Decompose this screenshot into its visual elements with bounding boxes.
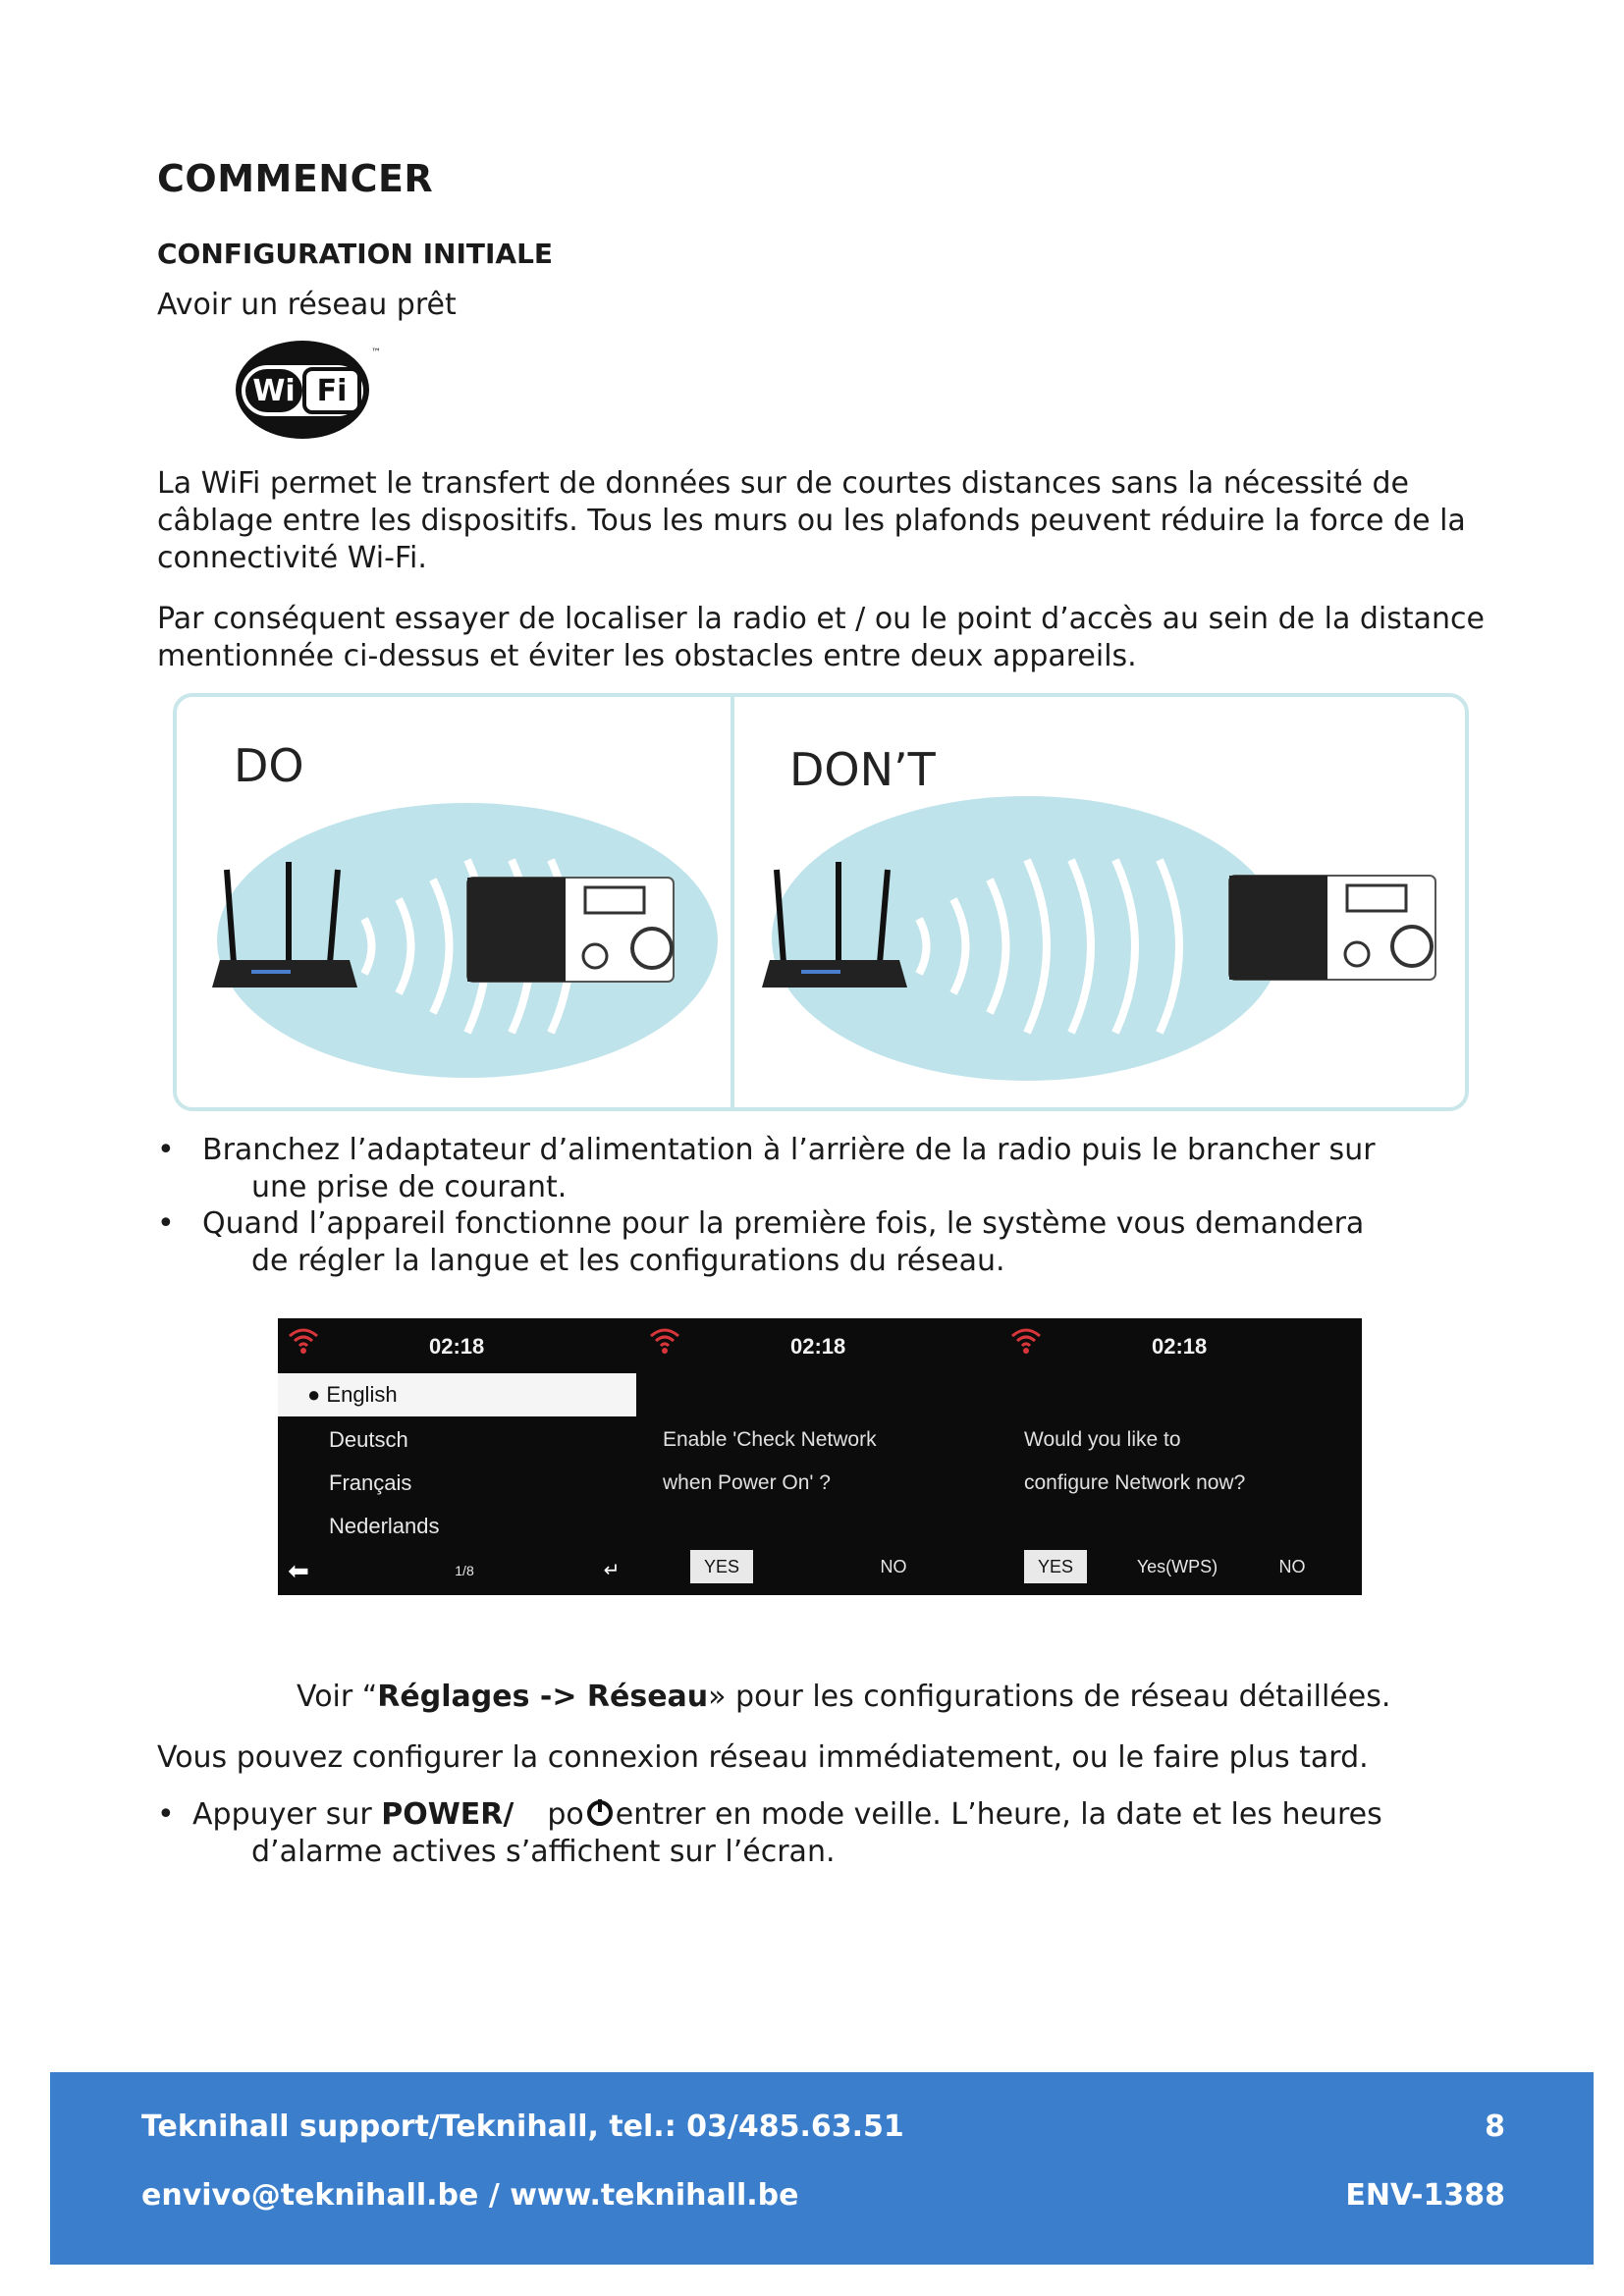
bullet-dot: • <box>157 1206 175 1241</box>
language-label: English <box>326 1382 398 1407</box>
radio-icon-do <box>467 878 674 982</box>
enter-icon[interactable]: ↵ <box>603 1560 621 1581</box>
wifi-logo-fi: Fi <box>316 374 348 408</box>
clock-time: 02:18 <box>429 1334 485 1359</box>
yes-button[interactable]: YES <box>1024 1550 1087 1583</box>
left-arrow-icon[interactable]: ⬅ <box>288 1556 309 1585</box>
screen-message-line1: Would you like to <box>1024 1428 1181 1451</box>
clock-time: 02:18 <box>1152 1334 1208 1359</box>
subsection-title: CONFIGURATION INITIALE <box>157 238 554 270</box>
dont-label: DON’T <box>789 743 936 796</box>
screen-message-line1: Enable 'Check Network <box>663 1428 877 1451</box>
wifi-signal-icon <box>1010 1326 1042 1356</box>
radio-dot-icon: ● <box>307 1382 327 1407</box>
yes-wps-button[interactable]: Yes(WPS) <box>1136 1557 1218 1576</box>
screen-configure-network <box>1001 1318 1362 1595</box>
bullet-item-power <box>157 1796 1434 1871</box>
bullet-power-line2: d’alarme actives s’affichent sur l’écran. <box>251 1835 836 1869</box>
footer-contact[interactable]: envivo@teknihall.be / www.teknihall.be <box>141 2178 799 2213</box>
footer-page-number: 8 <box>1485 2109 1505 2144</box>
paragraph-configure-later: Vous pouvez configurer la connexion réseau immédiatement, ou le faire plus tard. <box>157 1740 1369 1775</box>
wifi-logo-wi: Wi <box>252 374 296 408</box>
bullet-line1: Quand l’appareil fonctionne pour la première fois, le système vous demandera <box>202 1206 1365 1241</box>
language-option[interactable]: Deutsch <box>329 1427 408 1452</box>
language-option-selected[interactable] <box>278 1373 636 1416</box>
do-dont-illustration <box>173 693 1469 1111</box>
power-post: entrer en mode veille. L’heure, la date et les heures <box>615 1797 1382 1832</box>
language-option[interactable]: Nederlands <box>329 1514 440 1538</box>
paragraph-placement: Par conséquent essayer de localiser la radio et / ou le point d’accès au sein de la distance mentionnée ci-dessus et éviter les obstacles entre deux appareils. <box>157 602 1485 673</box>
footer-model: ENV-1388 <box>1345 2178 1505 2213</box>
page-indicator: 1/8 <box>455 1563 474 1578</box>
no-button[interactable]: NO <box>1278 1557 1306 1576</box>
screen-message-line2: configure Network now? <box>1024 1471 1246 1494</box>
language-option[interactable]: Français <box>329 1470 412 1495</box>
no-button[interactable]: NO <box>880 1557 907 1576</box>
footer-bar <box>50 2072 1594 2265</box>
device-screens-strip <box>278 1318 1362 1595</box>
paragraph-wifi-info: La WiFi permet le transfert de données sur de courtes distances sans la nécessité de câblage entre les dispositifs. Tous les murs ou les plafonds peuvent réduire la force de la connectivité Wi-Fi. <box>157 466 1466 575</box>
power-mid: po <box>547 1797 584 1832</box>
bullet-line2: de régler la langue et les configurations du réseau. <box>251 1244 1005 1278</box>
wifi-logo-tm: ™ <box>371 347 381 358</box>
note-suffix: » pour les configurations de réseau détaillées. <box>708 1680 1391 1714</box>
bullet-dot: • <box>157 1133 175 1167</box>
footer-support: Teknihall support/Teknihall, tel.: 03/485.63.51 <box>141 2109 904 2144</box>
bullet-item <box>157 1132 1434 1206</box>
wifi-signal-icon <box>649 1326 680 1356</box>
section-title: COMMENCER <box>157 157 434 200</box>
clock-time: 02:18 <box>790 1334 846 1359</box>
screen-check-network <box>639 1318 1001 1595</box>
wifi-logo <box>232 336 379 444</box>
see-settings-note <box>297 1679 1475 1716</box>
bullet-item <box>157 1205 1434 1280</box>
power-icon <box>584 1796 616 1828</box>
bullet-line1: Branchez l’adaptateur d’alimentation à l’arrière de la radio puis le brancher sur <box>202 1133 1376 1167</box>
note-prefix: Voir “ <box>297 1680 378 1714</box>
do-label: DO <box>234 739 304 792</box>
power-bold: POWER/ <box>381 1797 514 1832</box>
bullet-line2: une prise de courant. <box>251 1170 568 1204</box>
intro-text: Avoir un réseau prêt <box>157 288 457 322</box>
wifi-signal-icon <box>288 1326 319 1356</box>
yes-button[interactable]: YES <box>690 1550 753 1583</box>
bullet-dot: • <box>157 1797 175 1832</box>
screen-language <box>278 1318 639 1595</box>
power-pre: Appuyer sur <box>192 1797 382 1832</box>
bullet-power-line1 <box>192 1796 1430 1834</box>
screen-message-line2: when Power On' ? <box>663 1471 831 1494</box>
note-bold: Réglages -> Réseau <box>377 1680 709 1714</box>
radio-icon-dont <box>1229 876 1435 980</box>
